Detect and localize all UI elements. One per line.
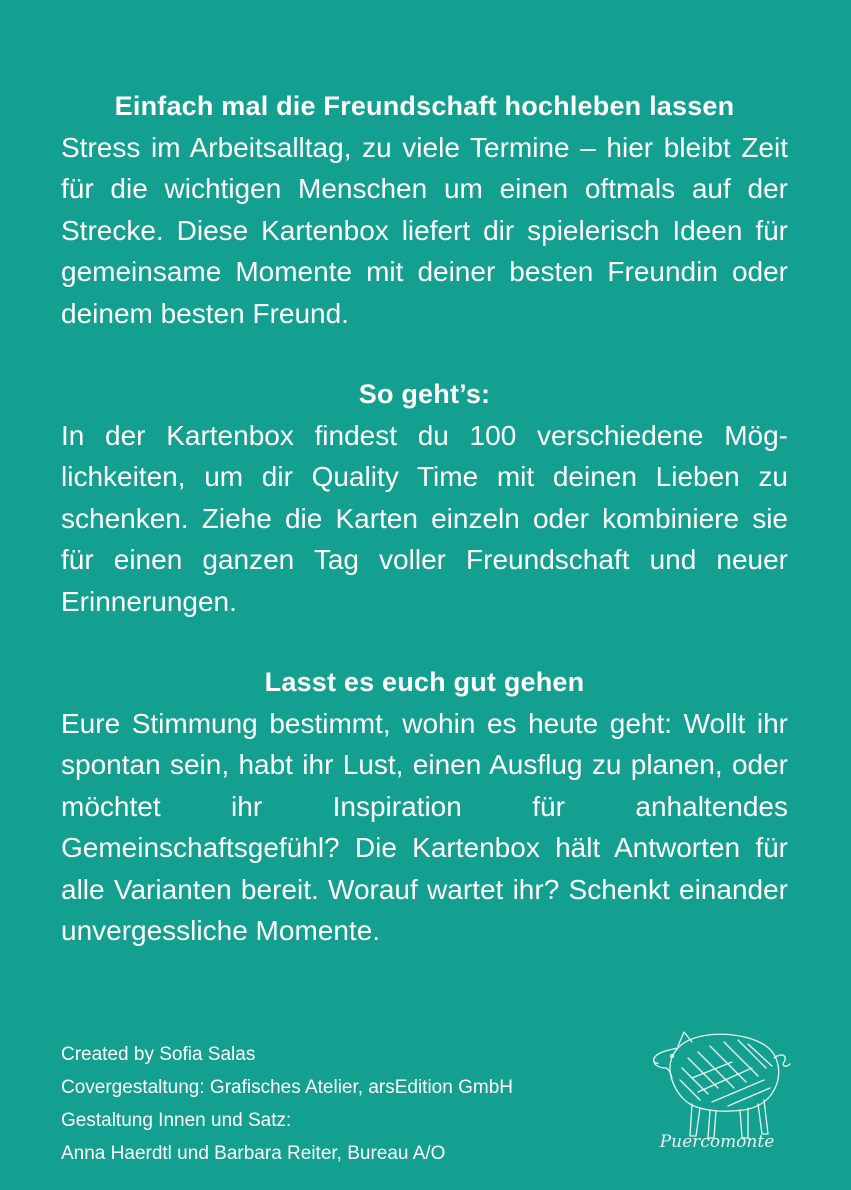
credit-line: Anna Haerdtl und Barbara Reiter, Bureau A/O [61,1143,446,1164]
section-text: In der Kartenbox findest du 100 verschiedene Möglichkeiten, um dir Quality Time mit deinen Lieben zu schenken. Ziehe die Karten einzeln oder kombiniere sie für einen ganzen Tag voller Freundschaft und neuer Erinnerungen. [61,420,788,617]
credit-line: Gestaltung Innen und Satz: [61,1110,292,1131]
credits [61,1038,513,1170]
section-text: Stress im Arbeitsalltag, zu viele Termine – hier bleibt Zeit für die wichtigen Menschen um einen oftmals auf der Strecke. Diese Kartenbox liefert dir spielerisch Ideen für gemeinsame Momente mit deiner besten Freundin oder deinem besten Freund. [61,132,788,329]
credit-line: Covergestaltung: Grafisches Atelier, arsEdition GmbH [61,1077,513,1098]
logo-text: Puercomonte [659,1132,775,1152]
section-text: Eure Stimmung bestimmt, wohin es heute geht: Wollt ihr spontan sein, habt ihr Lust, einen Ausflug zu planen, oder möchtet ihr Inspiration für anhaltendes Gemeinschaftsgefühl? Die Kartenbox hält Antworten für alle Varianten bereit. Worauf wartet ihr? Schenkt einander unvergessliche Momente. [61,708,788,947]
section-friendship [61,86,788,334]
section-heading: Lasst es euch gut gehen [264,667,585,698]
main-content [61,86,788,952]
section-how-it-works [61,374,788,622]
credit-line: Created by Sofia Salas [61,1044,256,1065]
section-heading: Einfach mal die Freundschaft hochleben lassen [114,91,735,121]
section-enjoy [61,662,788,951]
section-heading: So geht’s: [358,379,491,410]
